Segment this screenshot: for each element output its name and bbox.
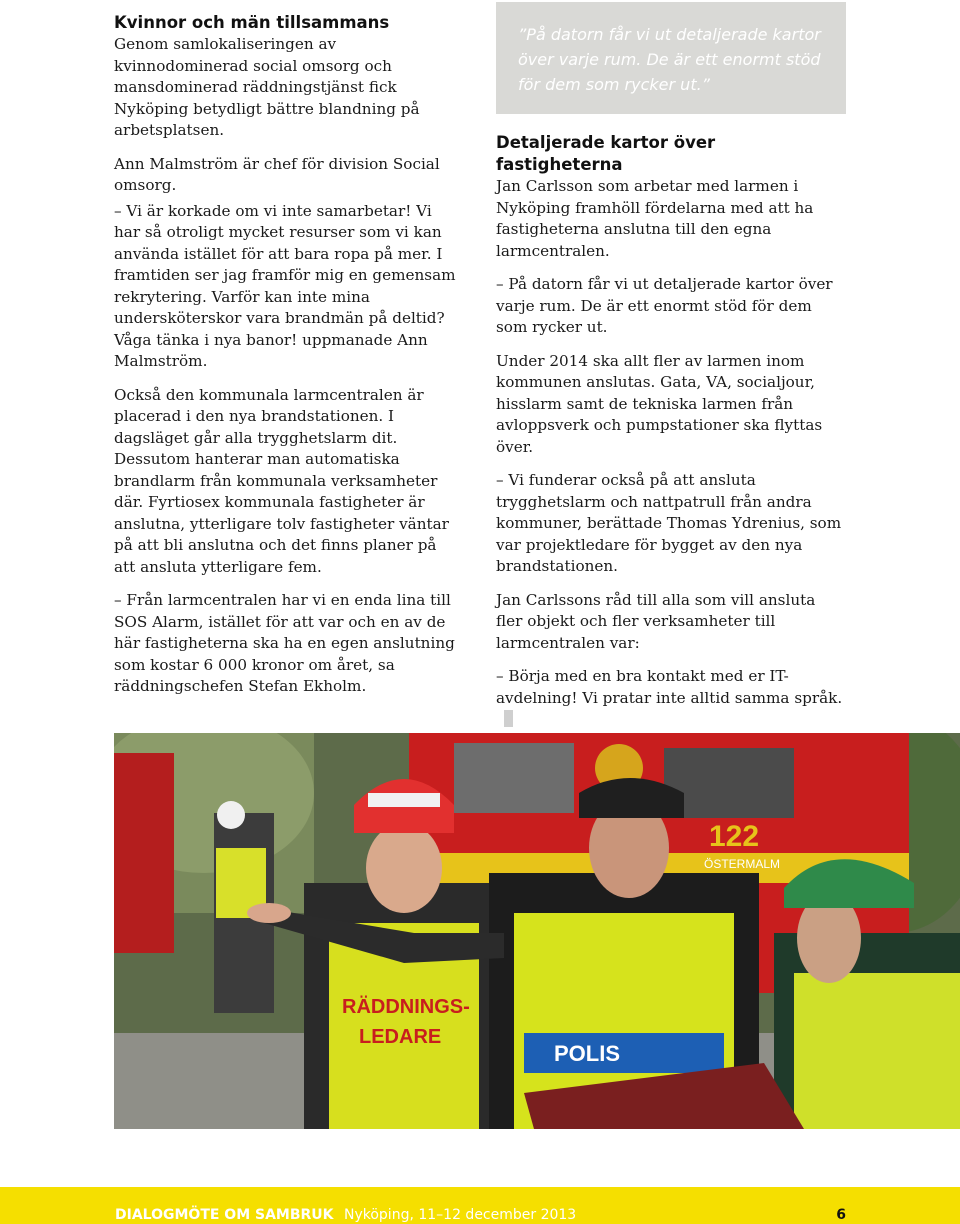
footer-event: Nyköping, 11–12 december 2013 [343, 1207, 577, 1223]
quote-paragraph: – Vi funderar också på att ansluta trygghetslarm och nattpatrull från andra kommuner, berättade Thomas Ydrenius, som var projektledare för bygget av den nya brandstationen. [496, 471, 842, 575]
face [366, 823, 442, 913]
paragraph: Jan Carlsson som arbetar med larmen i Nyköping framhöll fördelarna med att ha fastigheterna anslutna till den egna larmcentralen. [496, 177, 814, 260]
paragraph: Genom samlokaliseringen av kvinnodominerad social omsorg och mansdominerad räddningstjänst fick Nyköping betydligt bättre blandning på arbetsplatsen. [114, 35, 420, 139]
footer-caption [115, 1207, 576, 1223]
footer-bar [0, 1187, 960, 1224]
article-photo [114, 733, 960, 1129]
section-heading-women-men: Kvinnor och män tillsammans [114, 13, 390, 32]
end-mark-icon [504, 710, 513, 727]
rescue-team-photo [114, 733, 960, 1129]
paragraph: Jan Carlssons råd till alla som vill ansluta fler objekt och fler verksamheter till larmcentralen var: [496, 590, 816, 652]
truck-number: 122 [709, 820, 760, 853]
vest-label-1: RÄDDNINGS- [342, 996, 470, 1018]
quote-paragraph: – Vi är korkade om vi inte samarbetar! Vi har så otroligt mycket resurser som vi kan använda istället för att bara ropa på mer. I framtiden ser jag framför mig en gemensam rekrytering. Varför kan inte mina undersköterskor vara brandmän på deltid? Våga tänka i nya banor! uppmanade Ann Malmström. [114, 201, 456, 370]
quote-paragraph: – Från larmcentralen har vi en enda lina till SOS Alarm, istället för att var och en av de här fastigheterna ska ha en egen anslutning som kostar 6 000 kronor om året, sa räddningschefen Stefan Ekholm. [114, 591, 455, 695]
truck-district: ÖSTERMALM [704, 857, 781, 871]
paragraph: Också den kommunala larmcentralen är placerad i den nya brandstationen. I dagsläget går alla trygghetslarm dit. Dessutom hanterar man automatiska brandlarm från kommunala verksamheter där. Fyrtiosex kommunala fastigheter är anslutna, ytterligare tolv fastigheter väntar på att bli anslutna och det finns planer på att ansluta ytterligare fem. [114, 385, 449, 576]
closing-quote-text: – Börja med en bra kontakt med er IT-avdelning! Vi pratar inte alltid samma språk. [496, 667, 843, 707]
closing-quote-paragraph [496, 666, 846, 731]
police-label: POLIS [554, 1041, 621, 1066]
white-helmet [217, 801, 245, 829]
section-heading-detailed-maps: Detaljerade kartor över fastigheterna [496, 133, 716, 174]
paragraph: Under 2014 ska allt fler av larmen inom kommunen anslutas. Gata, VA, socialjour, hisslarm samt de tekniska larmen från avloppsverk och pumpstationer ska flyttas över. [496, 351, 823, 456]
paramedic-vest [794, 973, 960, 1129]
pull-quote-text: ”På datorn får vi ut detaljerade kartor över varje rum. De är ett enormt stöd för dem som rycker ut.” [518, 25, 821, 94]
vest-label-2: LEDARE [359, 1026, 442, 1048]
quote-paragraph: – På datorn får vi ut detaljerade kartor över varje rum. De är ett enormt stöd för dem som rycker ut. [496, 275, 833, 336]
left-column [114, 12, 462, 710]
footer-brand: DIALOGMÖTE OM SAMBRUK [115, 1207, 334, 1223]
page-number: 6 [836, 1207, 846, 1223]
pull-quote-box [496, 2, 846, 114]
paragraph: Ann Malmström är chef för division Social omsorg. [114, 154, 440, 194]
right-column [496, 132, 846, 743]
